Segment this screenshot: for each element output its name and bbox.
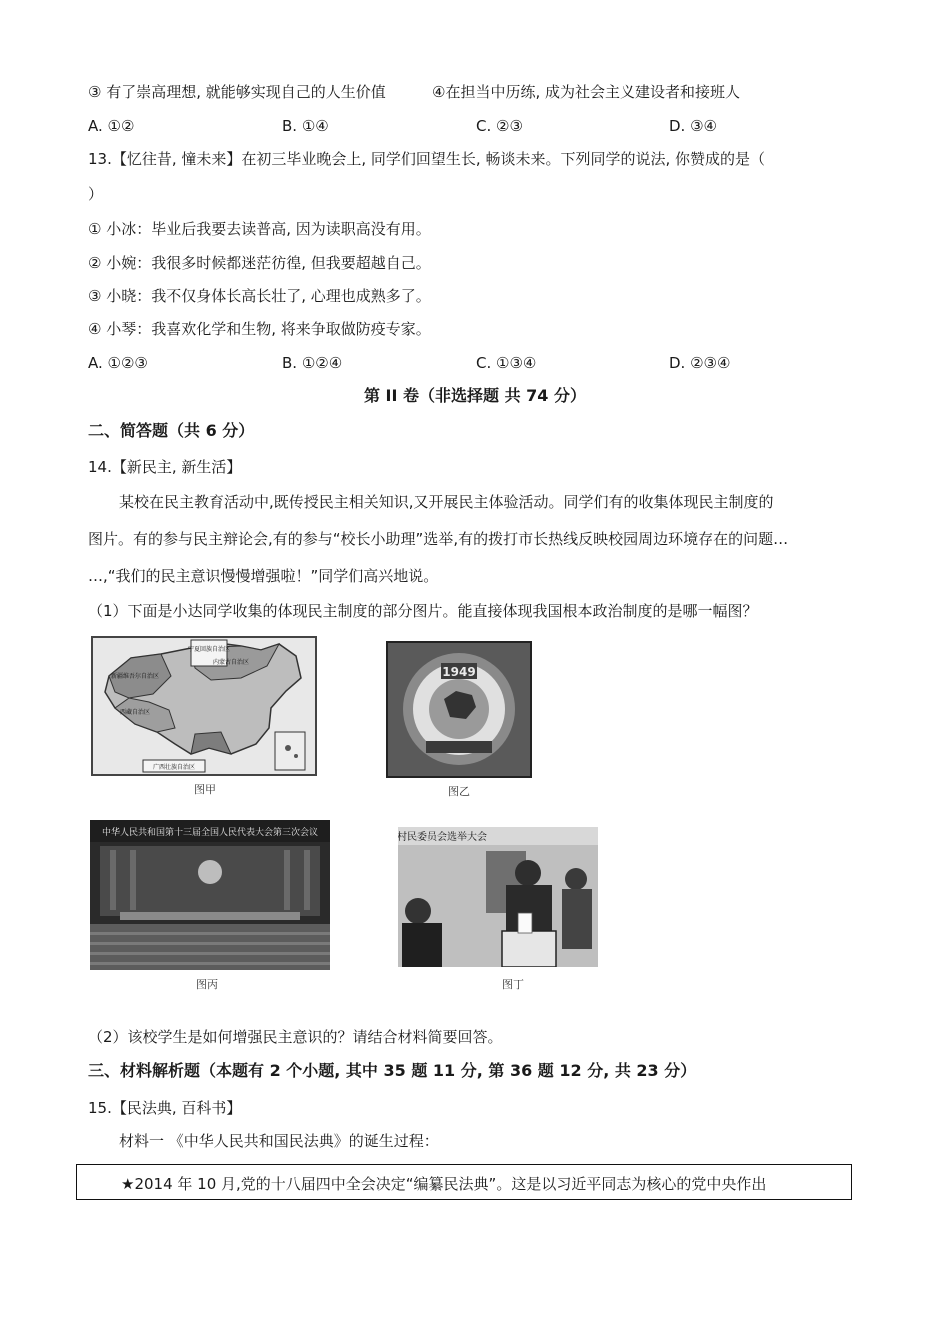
map-label-guangxi: 广西壮族自治区: [152, 764, 196, 771]
q14-para-line-3: …,“我们的民主意识慢慢增强啦！”同学们高兴地说。: [88, 567, 439, 585]
q13-statement-1: ① 小冰：毕业后我要去读普高, 因为读职高没有用。: [88, 220, 431, 238]
figure-bing-caption: 图丙: [196, 978, 218, 991]
q13-option-c: C. ①③④: [476, 354, 537, 372]
map-label-xizang: 西藏自治区: [119, 709, 151, 716]
map-label-ningxia: 宁夏回族自治区: [187, 646, 231, 653]
q12-option-a: A. ①②: [88, 117, 135, 135]
q12-statement-3: ③ 有了崇高理想, 就能够实现自己的人生价值: [88, 83, 386, 101]
section-title: 第 II 卷（非选择题 共 74 分）: [363, 386, 587, 405]
election-banner-text: 村民委员会选举大会: [398, 832, 487, 843]
section-short-answer: 二、简答题（共 6 分）: [88, 421, 255, 440]
section-material: 三、材料解析题（本题有 2 个小题, 其中 35 题 11 分, 第 36 题 12 分, 共 23 分）: [88, 1061, 697, 1080]
q12-option-d: D. ③④: [669, 117, 717, 135]
emblem-year: 1949: [442, 665, 476, 679]
q13-statement-3: ③ 小晓：我不仅身体长高长壮了, 心理也成熟多了。: [88, 287, 431, 305]
village-election-image: [398, 827, 598, 967]
npc-banner-text: 中华人民共和国第十三届全国人民代表大会第三次会议: [101, 828, 319, 838]
q15-box-line: ★2014 年 10 月,党的十八届四中全会决定“编纂民法典”。这是以习近平同志为核心的党中央作出: [121, 1175, 767, 1193]
q13-option-b: B. ①②④: [282, 354, 343, 372]
q12-option-b: B. ①④: [282, 117, 329, 135]
q13-statement-2: ② 小婉：我很多时候都迷茫彷徨, 但我要超越自己。: [88, 254, 431, 272]
q13-stem-end: ）: [88, 185, 104, 203]
figure-jia-map: [91, 636, 317, 776]
figure-bing-npc: [90, 820, 330, 970]
cppcc-emblem-image: [386, 641, 532, 778]
q14-sub2: （2）该校学生是如何增强民主意识的？请结合材料简要回答。: [88, 1028, 503, 1046]
q15-material-box: [76, 1164, 852, 1200]
map-label-xinjiang: 新疆维吾尔自治区: [110, 673, 160, 680]
q14-sub1: （1）下面是小达同学收集的体现民主制度的部分图片。能直接体现我国根本政治制度的是哪一幅图？: [88, 602, 758, 620]
figure-yi-caption: 图乙: [448, 785, 470, 798]
map-label-neimenggu: 内蒙古自治区: [212, 659, 250, 666]
figure-ding-caption: 图丁: [502, 978, 524, 991]
npc-hall-image: [90, 820, 330, 970]
q14-para-line-2: 图片。有的参与民主辩论会,有的参与“校长小助理”选举,有的拨打市长热线反映校园周边环境存在的问题…: [88, 530, 789, 548]
figure-jia-caption: 图甲: [194, 783, 216, 796]
figure-ding-election: [398, 827, 598, 967]
q12-statement-4: ④在担当中历练, 成为社会主义建设者和接班人: [432, 83, 740, 101]
china-map-image: [91, 636, 317, 776]
q14-para-line-1: 某校在民主教育活动中,既传授民主相关知识,又开展民主体验活动。同学们有的收集体现民主制度的: [119, 493, 774, 511]
q14-title: 14.【新民主, 新生活】: [88, 458, 242, 476]
q13-statement-4: ④ 小琴：我喜欢化学和生物, 将来争取做防疫专家。: [88, 320, 431, 338]
q15-title: 15.【民法典, 百科书】: [88, 1099, 242, 1117]
q13-option-a: A. ①②③: [88, 354, 148, 372]
q12-option-c: C. ②③: [476, 117, 523, 135]
figure-yi-emblem: [386, 641, 532, 778]
q13-stem: 13.【忆往昔, 憧未来】在初三毕业晚会上, 同学们回望生长, 畅谈未来。下列同学的说法, 你赞成的是（: [88, 150, 766, 168]
q15-material-label: 材料一 《中华人民共和国民法典》的诞生过程：: [119, 1132, 439, 1150]
q13-option-d: D. ②③④: [669, 354, 731, 372]
